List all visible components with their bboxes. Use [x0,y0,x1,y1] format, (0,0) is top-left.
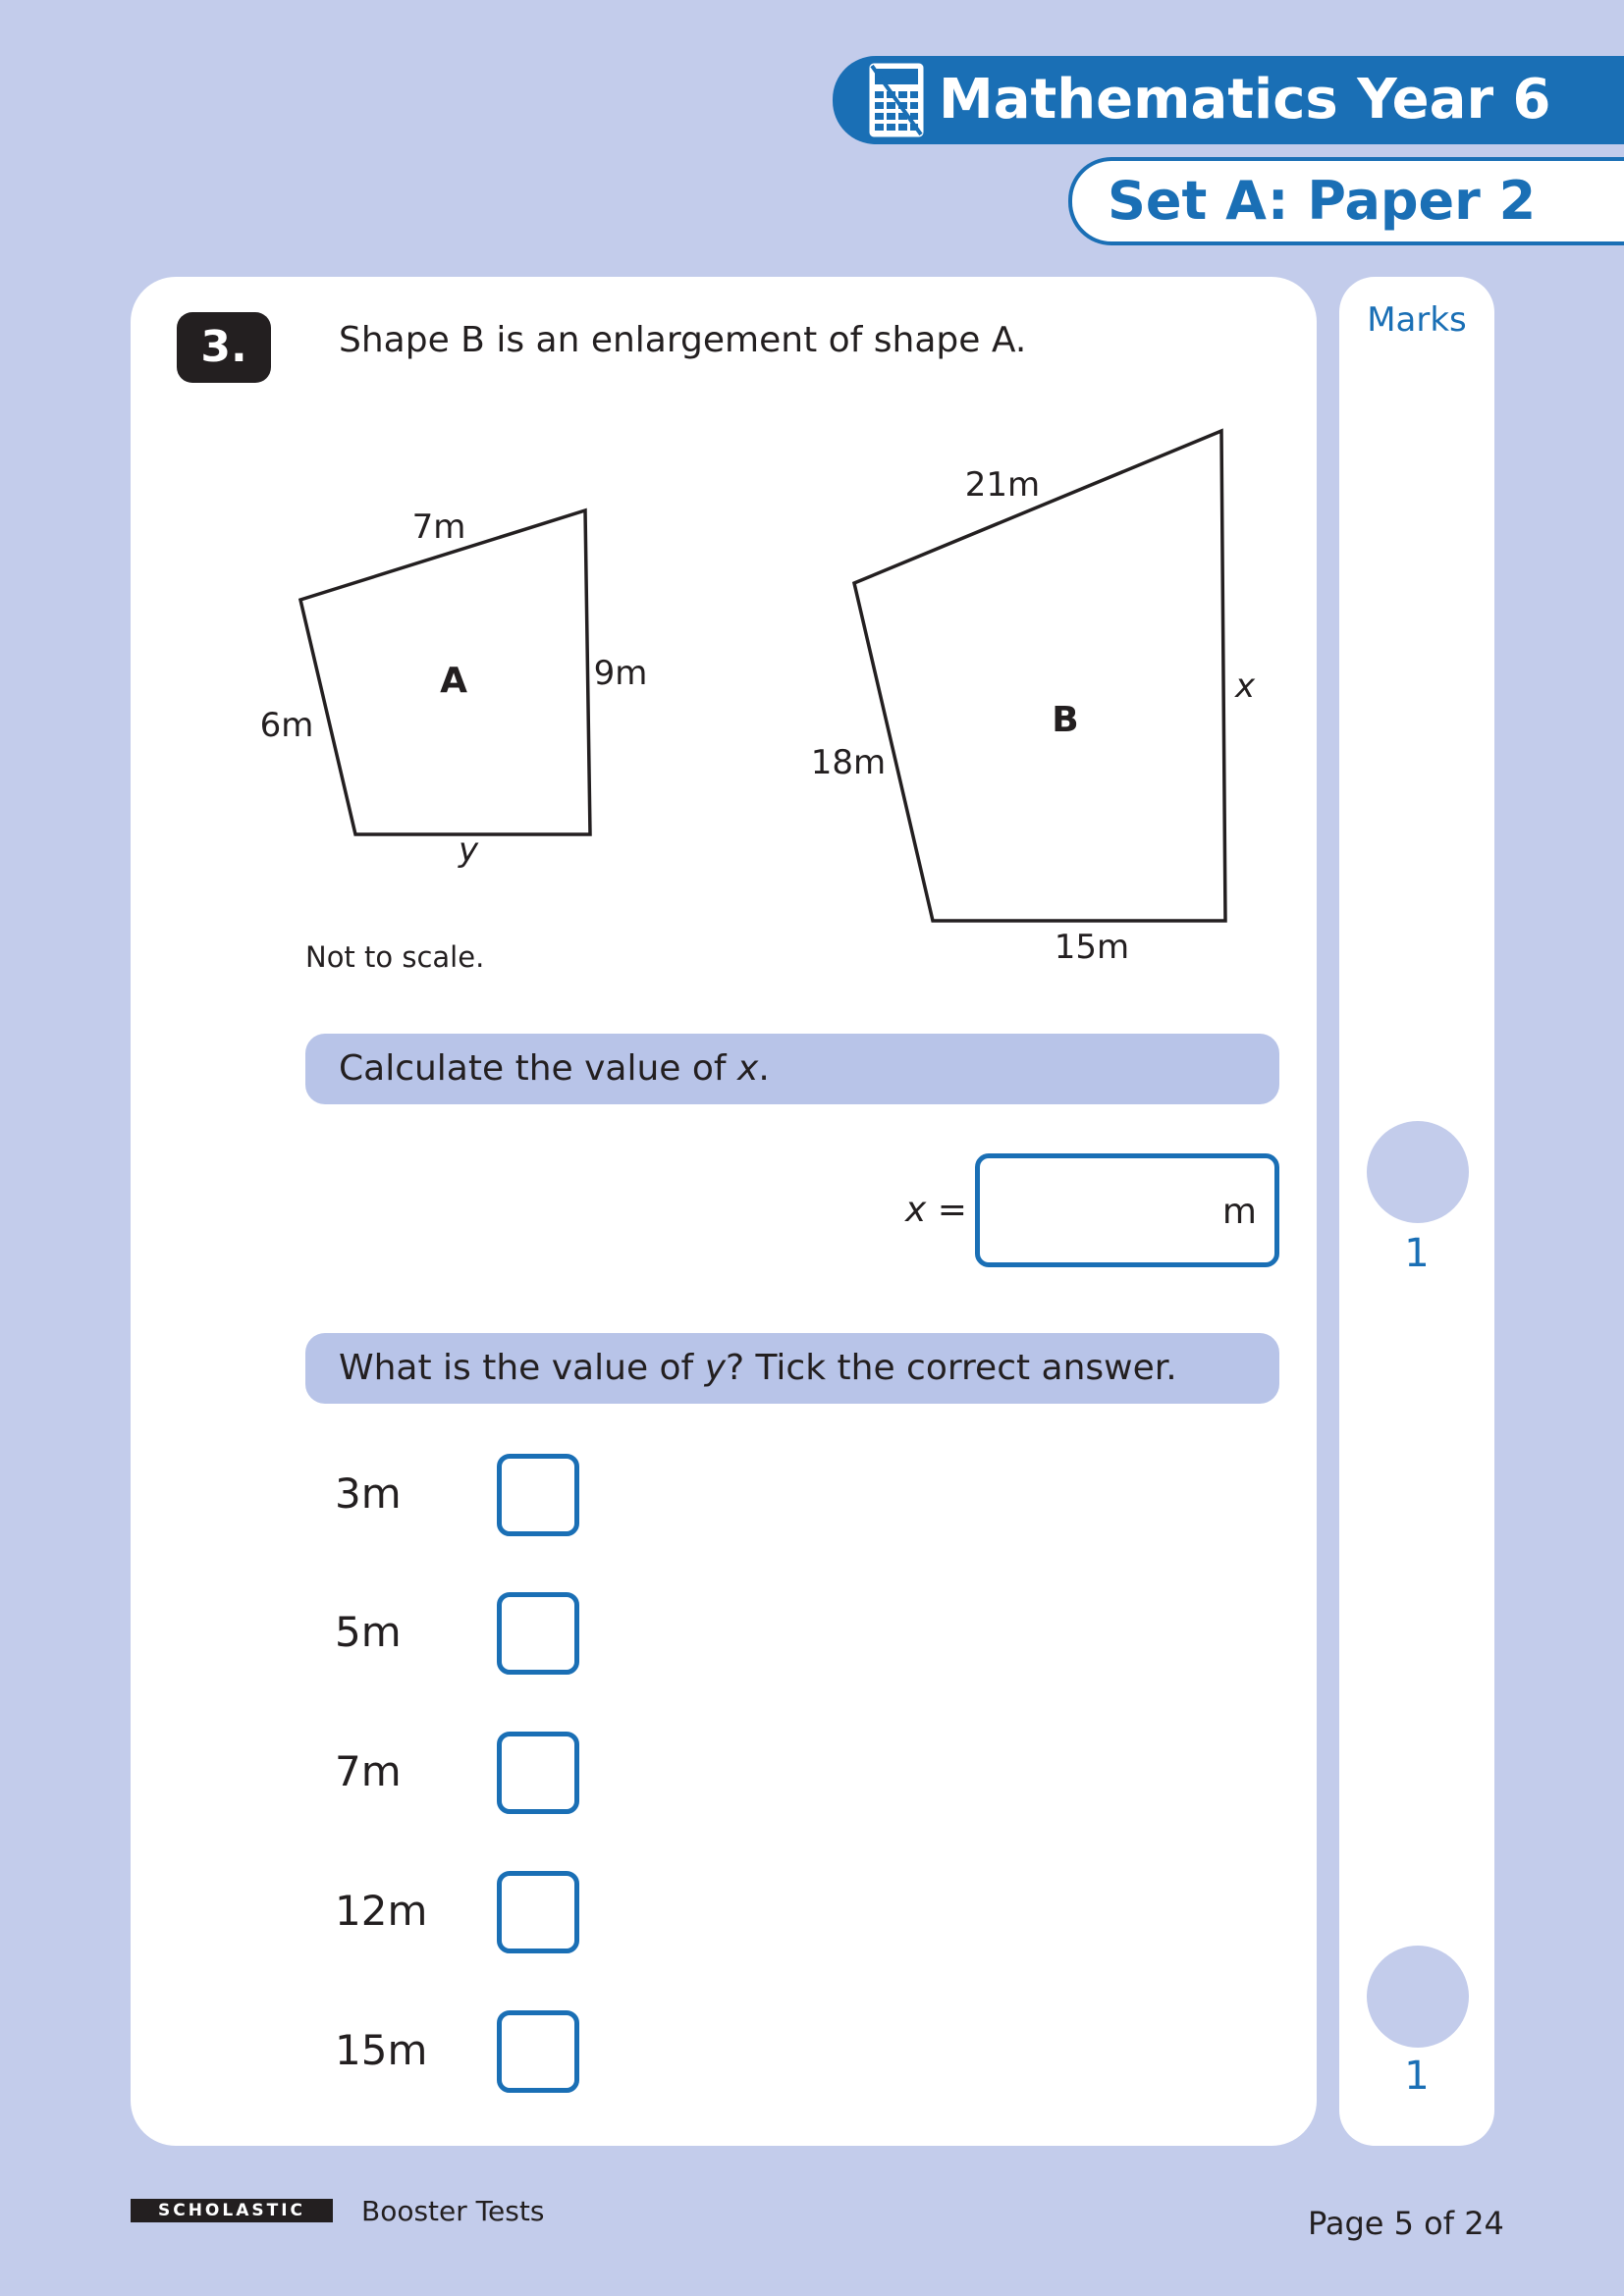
enlargement-diagram [0,0,1624,982]
answer-label [905,1190,967,1230]
shape-b-bottom-side: 15m [1054,928,1130,967]
option-label-7m: 7m [335,1747,402,1795]
tick-box-12m[interactable] [497,1871,579,1953]
page-number: Page 5 of 24 [1308,2205,1504,2242]
part-b-prompt-text: What is the value of [339,1348,705,1388]
part-a-prompt-text: Calculate the value of [339,1048,738,1089]
question-number: 3. [177,312,271,383]
mark-circle-part-b [1367,1946,1469,2048]
tick-box-15m[interactable] [497,2010,579,2093]
mark-value-part-b: 1 [1404,2054,1430,2099]
part-a-prompt-variable: x [737,1048,759,1089]
publisher-logo: SCHOLASTIC [131,2199,333,2222]
shape-b-right-side: x [1234,667,1256,706]
paper-subtitle: Set A: Paper 2 [1108,170,1537,232]
tick-box-7m[interactable] [497,1732,579,1814]
question-intro: Shape B is an enlargement of shape A. [339,320,1027,360]
option-label-12m: 12m [335,1887,428,1935]
scale-note: Not to scale. [305,940,485,974]
tick-box-5m[interactable] [497,1592,579,1675]
part-b-prompt-end: ? Tick the correct answer. [726,1348,1177,1388]
paper-title: Mathematics Year 6 [939,68,1551,132]
part-b-prompt-variable: y [704,1348,726,1388]
part-a-prompt-end: . [758,1048,770,1089]
option-label-5m: 5m [335,1608,402,1656]
mark-value-part-a: 1 [1404,1231,1430,1276]
shape-b-label: B [1052,700,1079,740]
x-answer-box[interactable] [975,1153,1279,1267]
answer-variable: x [905,1190,927,1230]
shape-a-bottom-side: y [458,830,479,870]
part-b-prompt [305,1333,1279,1404]
part-a-prompt [305,1034,1279,1104]
series-name: Booster Tests [361,2195,545,2227]
marks-label: Marks [1367,300,1467,340]
answer-unit: m [1221,1192,1257,1232]
shape-b-top-side: 21m [964,465,1041,505]
shape-a-label: A [440,661,467,701]
shape-a-left-side: 6m [259,706,314,745]
option-label-15m: 15m [335,2026,428,2074]
shape-b-left-side: 18m [810,743,887,782]
mark-circle-part-a [1367,1121,1469,1223]
answer-equals: = [926,1190,967,1230]
tick-box-3m[interactable] [497,1454,579,1536]
option-label-3m: 3m [335,1469,402,1518]
shape-a-top-side: 7m [411,507,466,547]
shape-a-right-side: 9m [593,654,648,693]
